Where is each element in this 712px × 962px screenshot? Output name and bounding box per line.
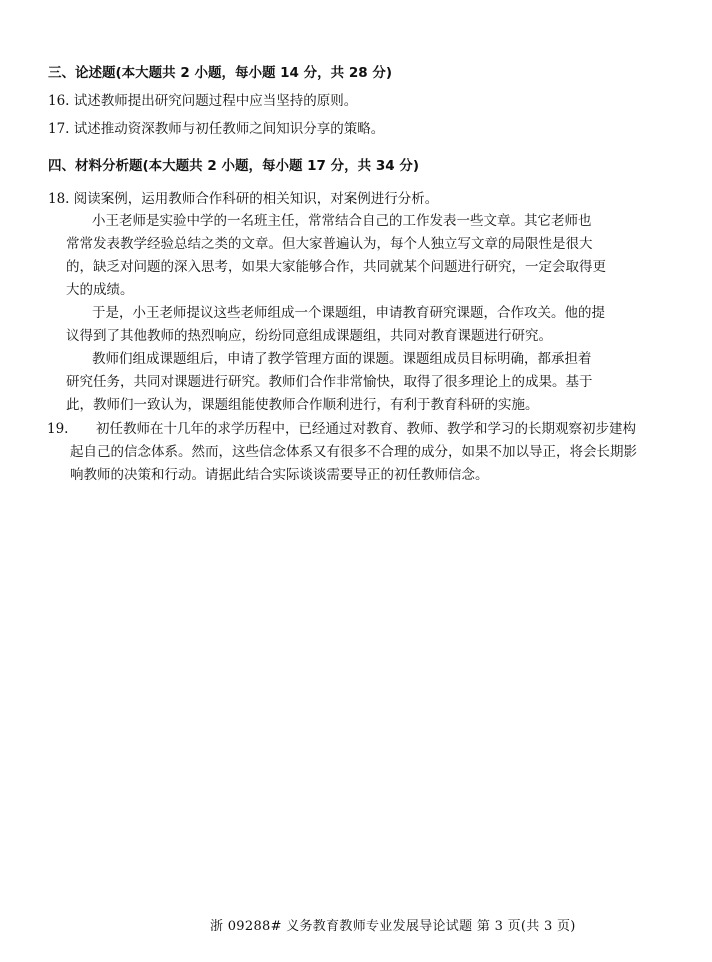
case-paragraph-line: 小王老师是实验中学的一名班主任，常常结合自己的工作发表一些文章。其它老师也 xyxy=(92,213,592,229)
section-3-heading: 三、论述题(本大题共 2 小题，每小题 14 分，共 28 分) xyxy=(48,65,393,81)
case-paragraph-line: 常常发表教学经验总结之类的文章。但大家普遍认为，每个人独立写文章的局限性是很大 xyxy=(66,236,593,252)
case-paragraph-line: 研究任务，共同对课题进行研究。教师们合作非常愉快，取得了很多理论上的成果。基于 xyxy=(66,374,593,390)
case-paragraph-line: 的，缺乏对问题的深入思考，如果大家能够合作，共同就某个问题进行研究，一定会取得更 xyxy=(66,259,606,275)
case-paragraph-line: 教师们组成课题组后，申请了教学管理方面的课题。课题组成员目标明确，都承担着 xyxy=(92,351,592,367)
question-19-number: 19. xyxy=(47,421,69,437)
question-17: 17. 试述推动资深教师与初任教师之间知识分享的策略。 xyxy=(48,121,385,137)
question-16: 16. 试述教师提出研究问题过程中应当坚持的原则。 xyxy=(48,93,358,109)
section-4-heading: 四、材料分析题(本大题共 2 小题，每小题 17 分，共 34 分) xyxy=(48,158,420,174)
question-18-prompt: 18. 阅读案例，运用教师合作科研的相关知识，对案例进行分析。 xyxy=(48,191,439,207)
question-19-line: 初任教师在十几年的求学历程中，已经通过对教育、教师、教学和学习的长期观察初步建构 xyxy=(96,421,636,437)
case-paragraph-line: 议得到了其他教师的热烈响应，纷纷同意组成课题组，共同对教育课题进行研究。 xyxy=(66,328,552,344)
question-19-line: 起自己的信念体系。然而，这些信念体系又有很多不合理的成分，如果不加以导正，将会长期影 xyxy=(70,444,637,460)
case-paragraph-line: 大的成绩。 xyxy=(66,282,134,298)
question-19-line: 响教师的决策和行动。请据此结合实际谈谈需要导正的初任教师信念。 xyxy=(70,467,489,483)
case-paragraph-line: 于是，小王老师提议这些老师组成一个课题组，申请教育研究课题，合作攻关。他的提 xyxy=(92,305,605,321)
case-paragraph-line: 此，教师们一致认为，课题组能使教师合作顺利进行，有利于教育科研的实施。 xyxy=(66,397,539,413)
page-footer: 浙 09288# 义务教育教师专业发展导论试题 第 3 页(共 3 页) xyxy=(210,919,576,934)
